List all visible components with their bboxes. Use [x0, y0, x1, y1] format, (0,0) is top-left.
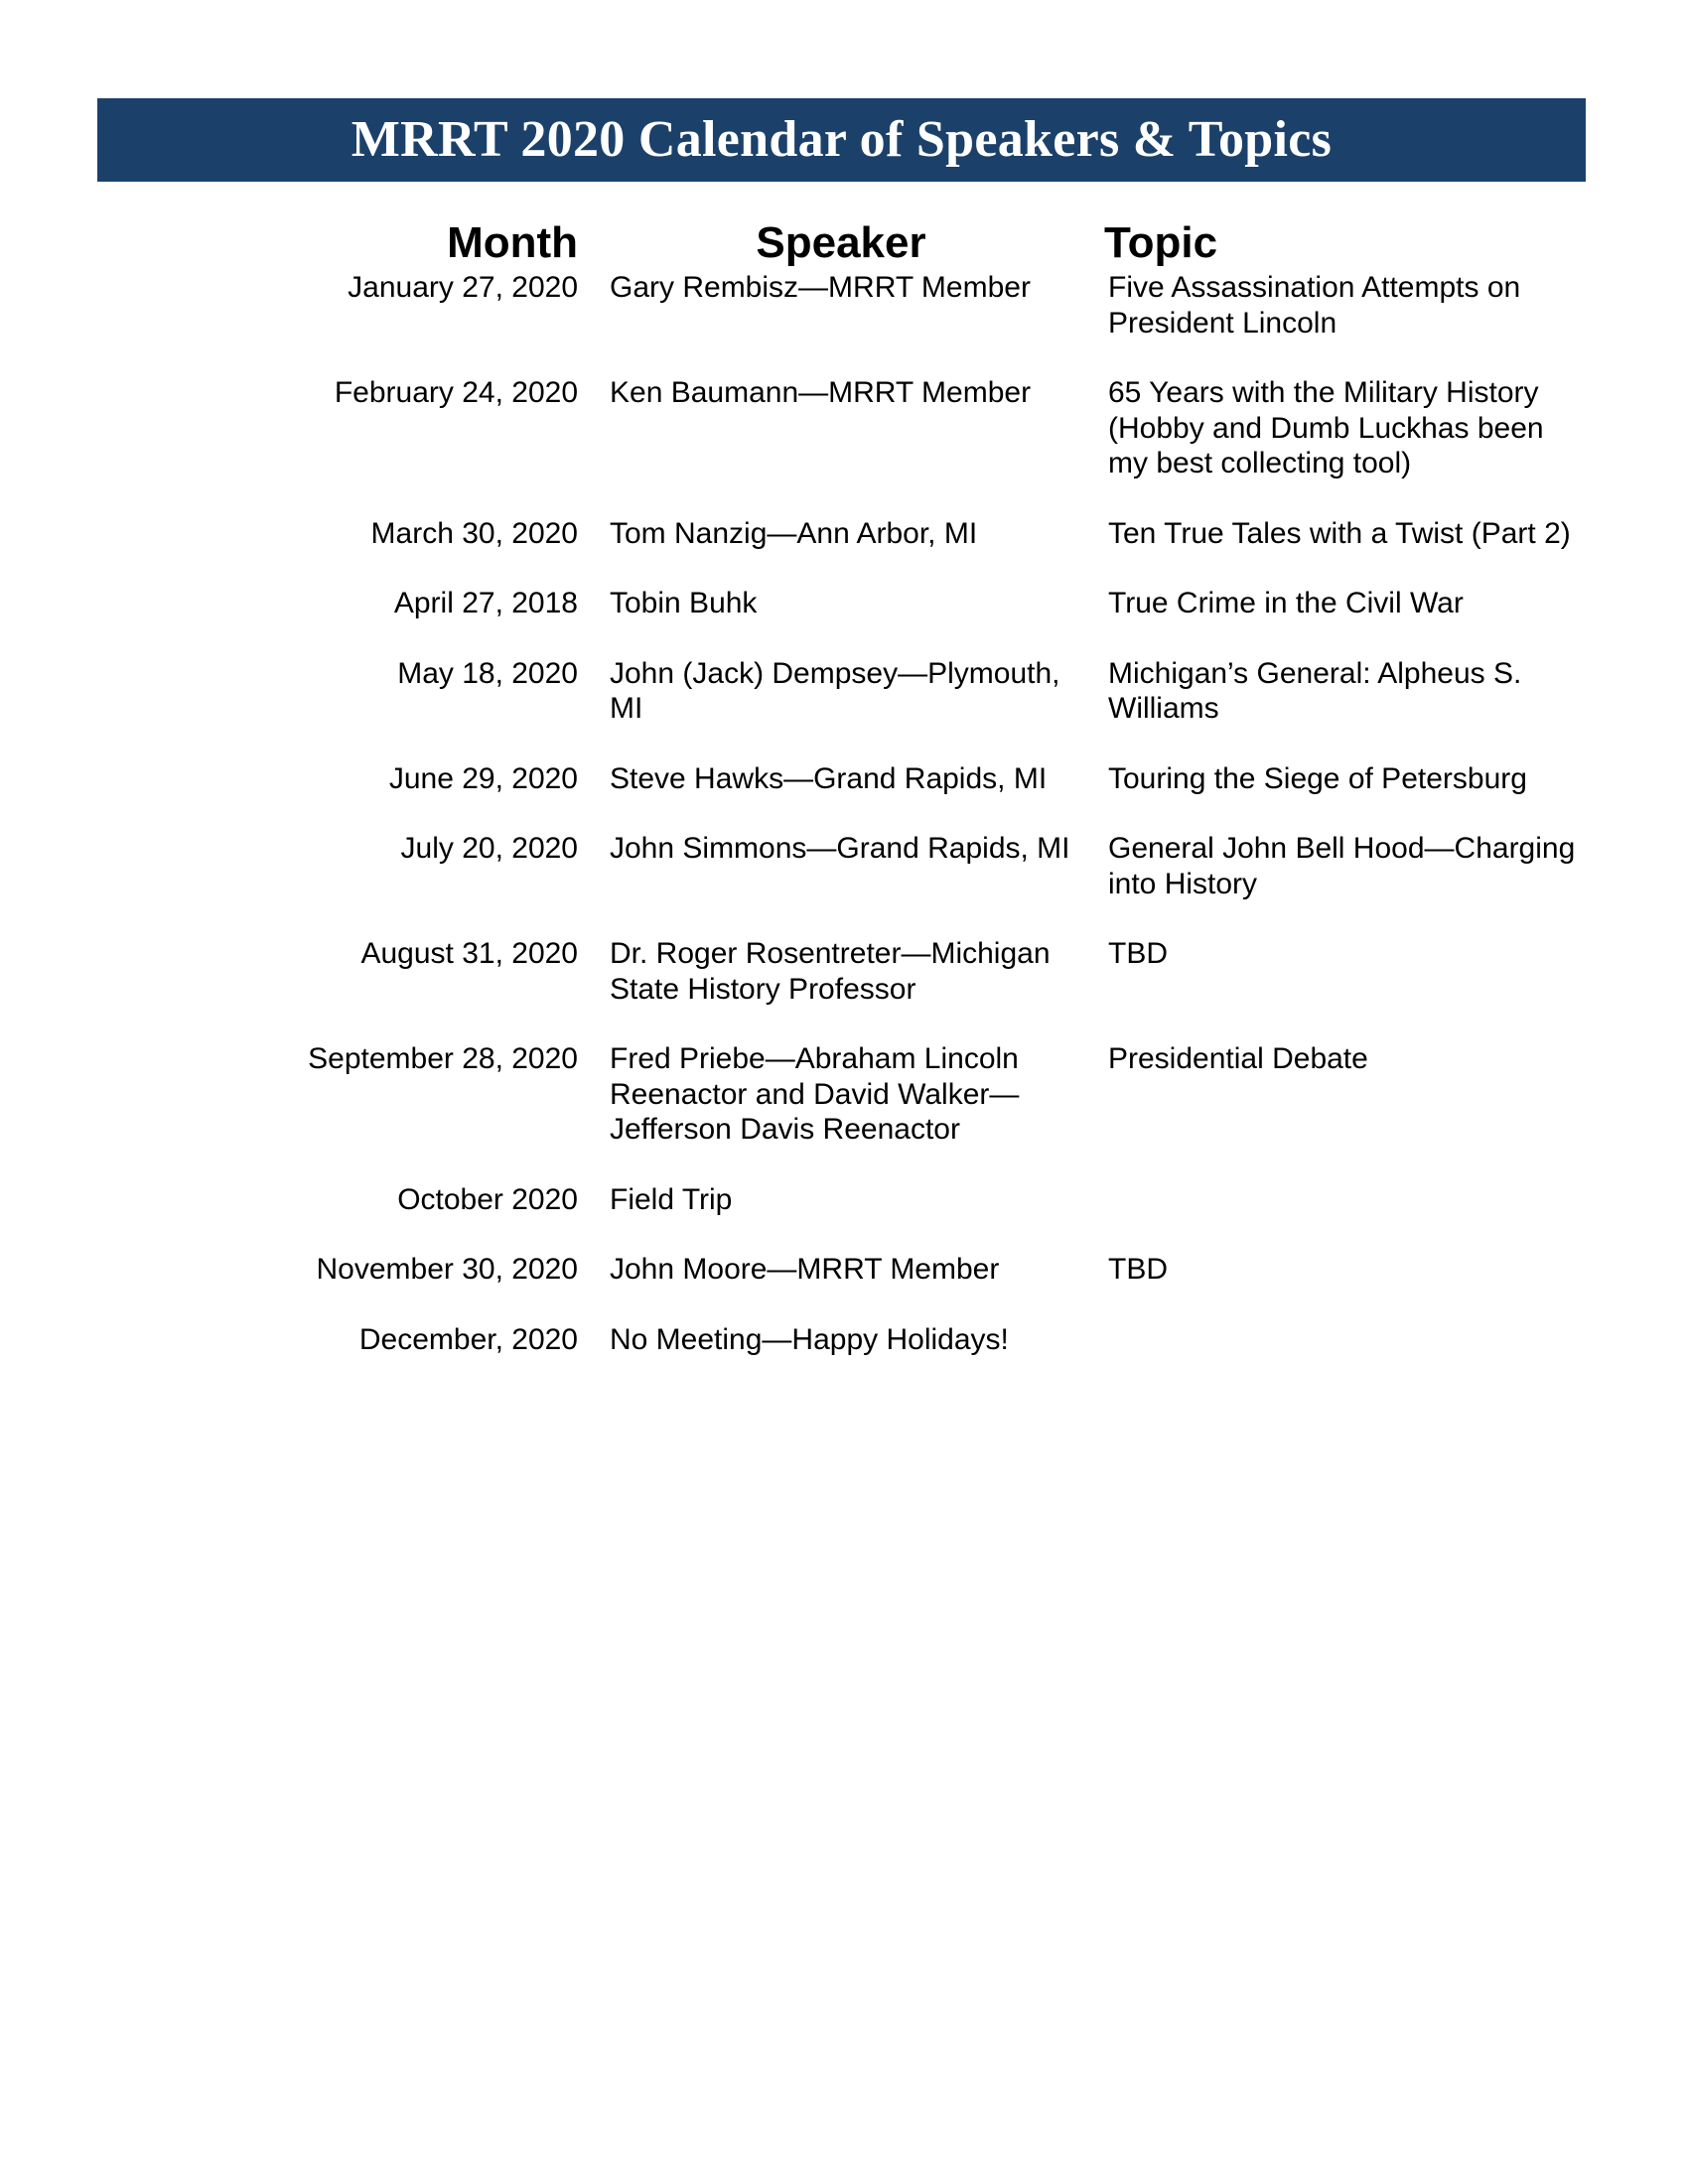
row-month: March 30, 2020 — [370, 516, 578, 550]
row-topic: True Crime in the Civil War — [1108, 587, 1464, 619]
row-speaker: Tobin Buhk — [610, 587, 758, 619]
row-speaker: Fred Priebe—Abraham Lincoln Reenactor and David Walker—Jefferson Davis Reenactor — [610, 1042, 1020, 1146]
row-month: November 30, 2020 — [316, 1253, 578, 1286]
row-month: April 27, 2018 — [393, 587, 578, 619]
header-speaker: Speaker — [756, 218, 926, 267]
table-row — [0, 375, 1688, 481]
row-topic: General John Bell Hood—Charging into History — [1108, 832, 1576, 900]
row-speaker: Steve Hawks—Grand Rapids, MI — [610, 761, 1048, 795]
table-row — [0, 516, 1688, 552]
header-month: Month — [447, 218, 578, 267]
row-topic: Touring the Siege of Petersburg — [1108, 761, 1527, 795]
row-speaker: Ken Baumann—MRRT Member — [610, 376, 1032, 409]
table-row — [0, 1252, 1688, 1288]
row-topic: Michigan’s General: Alpheus S. Williams — [1108, 656, 1522, 725]
header-topic: Topic — [1104, 218, 1218, 267]
row-month: July 20, 2020 — [400, 832, 578, 865]
table-row — [0, 586, 1688, 621]
row-month: January 27, 2020 — [348, 271, 578, 304]
row-month: May 18, 2020 — [397, 656, 578, 690]
row-topic — [1094, 1182, 1688, 1218]
table-row — [0, 1322, 1688, 1358]
table-header — [0, 216, 1688, 270]
page-title: MRRT 2020 Calendar of Speakers & Topics — [351, 111, 1333, 168]
row-month: August 31, 2020 — [360, 937, 578, 970]
table-row — [0, 936, 1688, 1007]
row-topic: Ten True Tales with a Twist (Part 2) — [1108, 516, 1571, 550]
table-row — [0, 761, 1688, 797]
row-topic: TBD — [1108, 1253, 1168, 1286]
row-speaker: Tom Nanzig—Ann Arbor, MI — [610, 516, 978, 550]
row-topic: TBD — [1108, 937, 1168, 970]
row-month: February 24, 2020 — [334, 376, 578, 409]
row-speaker: Gary Rembisz—MRRT Member — [610, 271, 1031, 304]
row-speaker: No Meeting—Happy Holidays! — [610, 1322, 1009, 1356]
table-row — [0, 270, 1688, 341]
row-topic: Five Assassination Attempts on President Lincoln — [1108, 271, 1521, 340]
row-speaker: John (Jack) Dempsey—Plymouth, MI — [610, 656, 1060, 725]
row-month: June 29, 2020 — [388, 761, 578, 795]
row-speaker: John Simmons—Grand Rapids, MI — [610, 832, 1070, 865]
row-speaker: John Moore—MRRT Member — [610, 1253, 1000, 1286]
title-banner — [97, 98, 1586, 182]
row-topic — [1094, 1322, 1688, 1358]
row-topic: Presidential Debate — [1108, 1042, 1368, 1075]
table-row — [0, 1182, 1688, 1218]
row-month: December, 2020 — [358, 1322, 578, 1356]
row-month: September 28, 2020 — [308, 1042, 578, 1075]
schedule-table — [0, 216, 1688, 1392]
row-speaker: Field Trip — [610, 1182, 733, 1216]
table-row — [0, 1041, 1688, 1148]
row-speaker: Dr. Roger Rosentreter—Michigan State History Professor — [610, 937, 1051, 1006]
row-topic: 65 Years with the Military History (Hobby and Dumb Luckhas been my best collecting tool) — [1108, 376, 1544, 479]
row-month: October 2020 — [397, 1182, 578, 1216]
table-row — [0, 831, 1688, 901]
table-row — [0, 656, 1688, 727]
